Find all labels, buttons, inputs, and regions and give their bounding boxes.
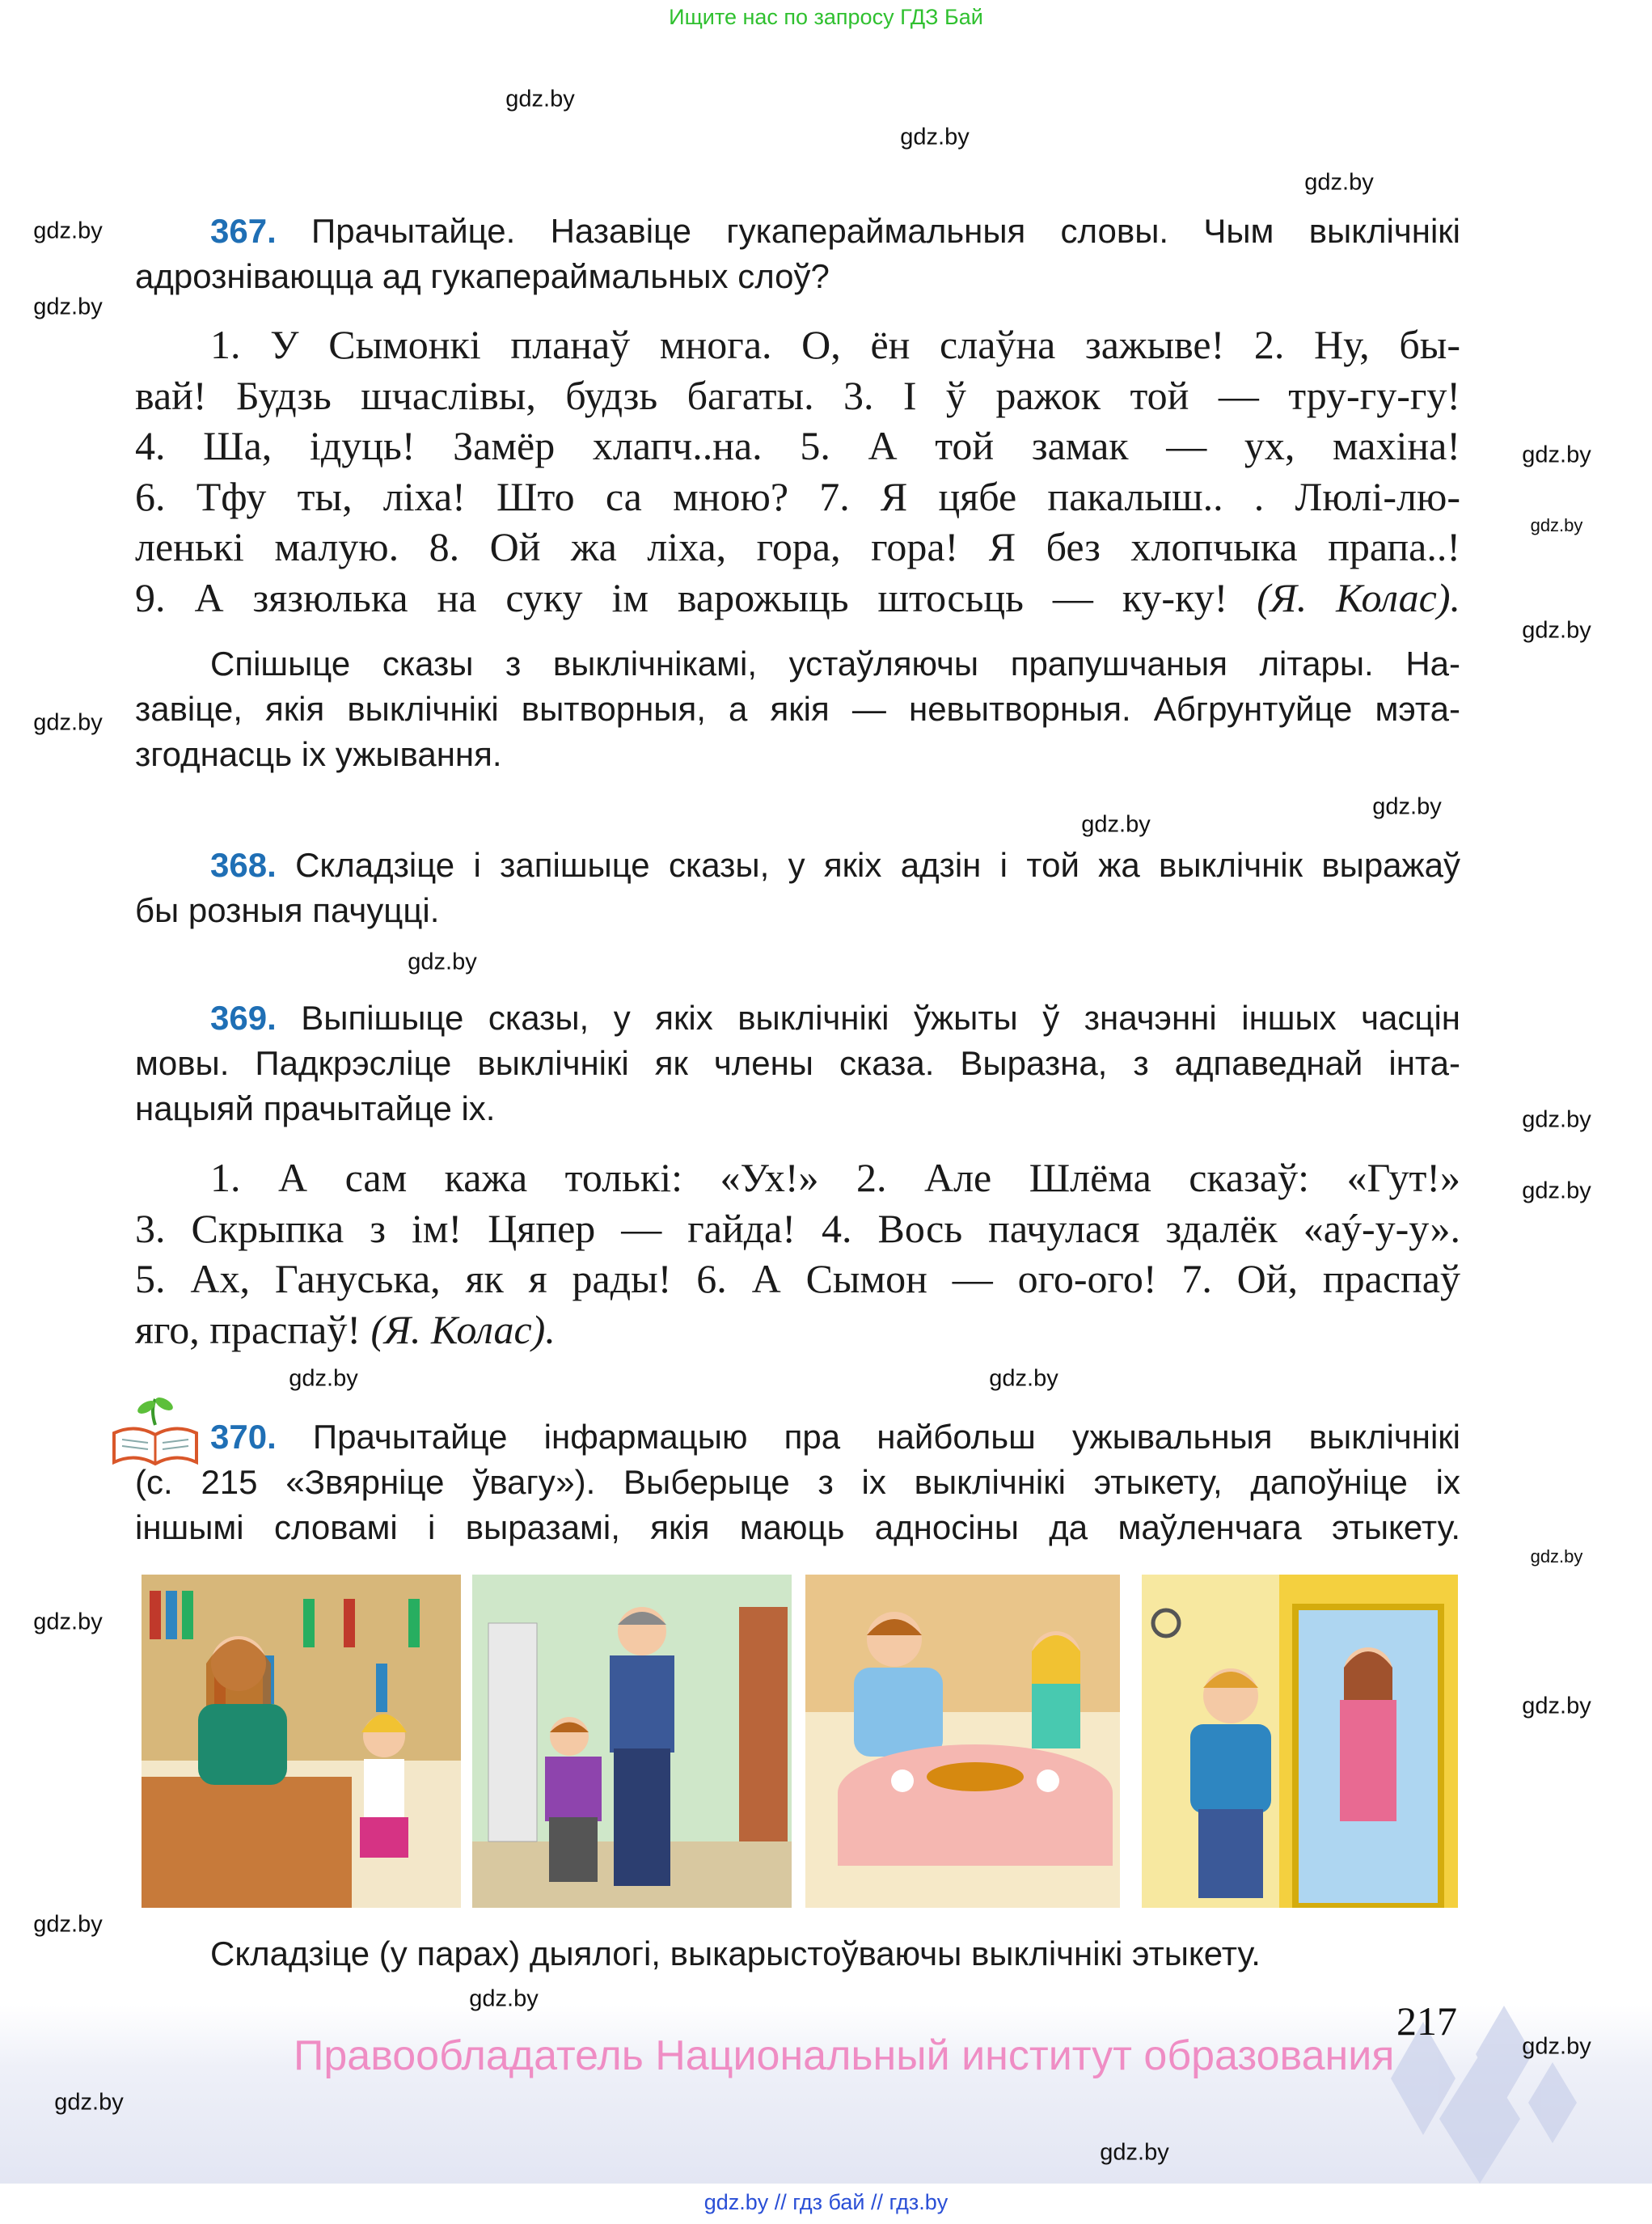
watermark: gdz.by [33, 294, 103, 320]
task-text: Прачытайце. Назавіце гукапераймальныя словы. Чым выклічнікі [276, 212, 1460, 250]
exercise-number: 369. [210, 999, 277, 1037]
task-text: згоднасць іх ужывання. [135, 735, 502, 773]
exercise-369-text [135, 1152, 1460, 1355]
watermark: gdz.by [33, 1609, 103, 1635]
watermark: gdz.by [33, 709, 103, 736]
text-line: 9. А зязюлька на суку ім варожыць штосьць — ку-ку! [135, 574, 1257, 620]
text-line: вай! Будзь шчаслівы, будзь багаты. 3. І ў ражок той — тру-гу-гу! [135, 372, 1460, 418]
watermark: gdz.by [1522, 2033, 1591, 2060]
text-line: яго, праспаў! [135, 1306, 371, 1352]
diamond-decoration [1358, 2006, 1601, 2184]
watermark: gdz.by [1522, 1693, 1591, 1719]
copyright-notice: Правообладатель Национальный институт образования [294, 2032, 1395, 2079]
exercise-370-task [135, 1414, 1460, 1550]
task-text: мовы. Падкрэсліце выклічнікі як члены сказа. Выразна, з адпаведнай інта- [135, 1044, 1460, 1082]
task-text: іншымі словамі і выразамі, якія маюць адносіны да маўленчага этыкету. [135, 1508, 1460, 1546]
task-text: бы розныя пачуцці. [135, 891, 440, 929]
task-text: (с. 215 «Звярніце ўвагу»). Выберыце з іх выклічнікі этыкету, дапоўніце іх [135, 1463, 1460, 1501]
watermark: gdz.by [1522, 442, 1591, 468]
watermark: gdz.by [1372, 793, 1442, 820]
task-text: Прачытайце інфармацыю пра найбольш ужывальныя выклічнікі [276, 1418, 1460, 1456]
watermark: gdz.by [1530, 515, 1583, 535]
watermark: gdz.by [1081, 811, 1151, 838]
text-line: 6. Тфу ты, ліха! Што са мною? 7. Я цябе пакалыш.. . Люлі-лю- [135, 473, 1460, 519]
illustration-tea-table [805, 1575, 1120, 1908]
task-text: Спішыце сказы з выклічнікамі, устаўляючы прапушчаныя літары. На- [210, 645, 1460, 683]
text-line: 5. Ах, Гануська, як я рады! 6. А Сымон — ого-ого! 7. Ой, праспаў [135, 1256, 1460, 1301]
task-text: Выпішыце сказы, у якіх выклічнікі ўжыты ў значэнні іншых часцін [276, 999, 1460, 1037]
watermark: gdz.by [33, 1911, 103, 1938]
header-note[interactable]: Ищите нас по запросу ГДЗ Бай [669, 5, 983, 29]
watermark: gdz.by [54, 2089, 124, 2116]
task-text: завіце, якія выклічнікі вытворныя, а якія — невытворныя. Абгрунтуйце мэта- [135, 690, 1460, 728]
watermark: gdz.by [1530, 1546, 1583, 1567]
task-text: адрозніваюцца ад гукапераймальных слоў? [135, 257, 830, 295]
exercise-number: 367. [210, 212, 277, 250]
exercise-367-task2 [135, 641, 1460, 777]
watermark: gdz.by [989, 1365, 1058, 1392]
watermark: gdz.by [1304, 169, 1374, 196]
watermark: gdz.by [900, 124, 970, 150]
page-number: 217 [1396, 1998, 1457, 2044]
watermark: gdz.by [1522, 1178, 1591, 1204]
task-text: нацыяй прачытайце іх. [135, 1089, 496, 1127]
watermark: gdz.by [1522, 1106, 1591, 1133]
exercise-368 [135, 843, 1460, 933]
exercise-number: 368. [210, 846, 277, 884]
watermark: gdz.by [33, 218, 103, 244]
text-line: 1. У Сымонкі планаў многа. О, ён слаўна зажыве! 2. Ну, бы- [210, 322, 1460, 367]
illustration-corridor [472, 1575, 792, 1908]
watermark: gdz.by [505, 86, 575, 112]
watermark: gdz.by [1522, 617, 1591, 644]
watermark: gdz.by [469, 1985, 539, 2012]
illustration-library [142, 1575, 461, 1908]
illustration-bus-door [1142, 1575, 1458, 1908]
exercise-367-text [135, 319, 1460, 623]
exercise-369-task [135, 996, 1460, 1131]
watermark: gdz.by [408, 949, 477, 975]
exercise-367-task [135, 209, 1460, 299]
text-line: 4. Ша, ідуць! Замёр хлапч..на. 5. А той замак — ух, махіна! [135, 423, 1460, 468]
exercise-370-caption: Складзіце (у парах) дыялогі, выкарыстоўваючы выклічнікі этыкету. [210, 1934, 1261, 1972]
exercise-number: 370. [210, 1418, 277, 1456]
text-line: 3. Скрыпка з ім! Цяпер — гайда! 4. Вось пачулася здалёк «аý-у-у». [135, 1205, 1460, 1251]
watermark: gdz.by [289, 1365, 358, 1392]
watermark: gdz.by [1100, 2139, 1169, 2166]
author: (Я. Колас). [370, 1306, 556, 1352]
text-line: 1. А сам кажа толькі: «Ух!» 2. Але Шлёма сказаў: «Гут!» [210, 1155, 1460, 1200]
bottom-links[interactable]: gdz.by // гдз бай // гдз.by [703, 2190, 949, 2214]
author: (Я. Колас). [1257, 574, 1460, 620]
task-text: Складзіце і запішыце сказы, у якіх адзін і той жа выклічнік выражаў [276, 846, 1460, 884]
text-line: ленькі малую. 8. Ой жа ліха, гора, гора! Я без хлопчыка прапа..! [135, 524, 1460, 569]
